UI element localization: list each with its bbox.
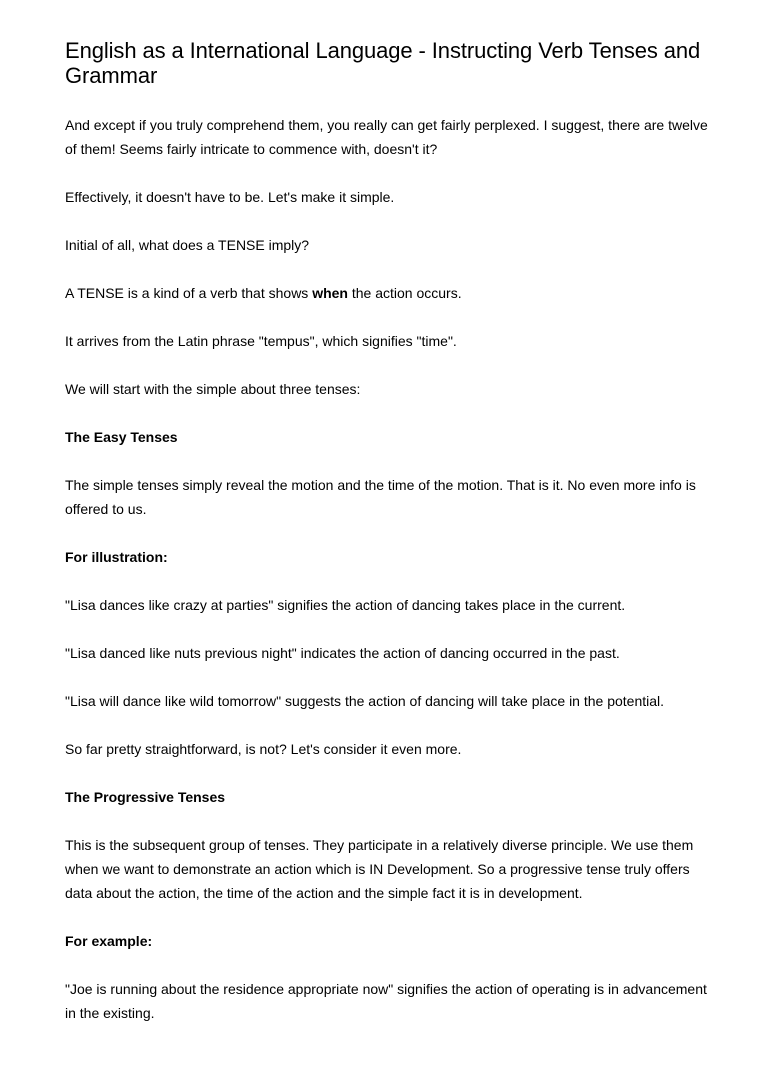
paragraph-so-far: So far pretty straightforward, is not? Let's consider it even more.	[65, 741, 462, 757]
paragraph-example-progressive: "Joe is running about the residence appropriate now" signifies the action of operating is in advancement in the existing.	[65, 981, 707, 1021]
paragraph-simple: Effectively, it doesn't have to be. Let's make it simple.	[65, 189, 395, 205]
tense-definition-text-end: the action occurs.	[347, 285, 462, 301]
paragraph-tense-definition	[65, 281, 715, 305]
tense-definition-text: A TENSE is a kind of a verb that shows	[65, 285, 313, 301]
paragraph-latin-origin: It arrives from the Latin phrase "tempus", which signifies "time".	[65, 333, 457, 349]
paragraph-progressive: This is the subsequent group of tenses. They participate in a relatively diverse principle. We use them when we want to demonstrate an action which is IN Development. So a progressive tense truly offers data about the action, the time of the action and the simple fact it is in development.	[65, 837, 694, 901]
heading-for-example: For example:	[65, 933, 153, 949]
tense-definition-emphasis: when	[312, 285, 348, 301]
document-title: English as a International Language - Instructing Verb Tenses and Grammar	[65, 38, 701, 88]
heading-easy-tenses: The Easy Tenses	[65, 429, 178, 445]
paragraph-example-past: "Lisa danced like nuts previous night" indicates the action of dancing occurred in the past.	[65, 645, 620, 661]
paragraph-start: We will start with the simple about three tenses:	[65, 381, 361, 397]
paragraph-intro: And except if you truly comprehend them, you really can get fairly perplexed. I suggest, there are twelve of them! Seems fairly intricate to commence with, doesn't it?	[65, 117, 708, 157]
document-page	[65, 38, 715, 1049]
paragraph-question: Initial of all, what does a TENSE imply?	[65, 237, 310, 253]
paragraph-simple-tenses: The simple tenses simply reveal the motion and the time of the motion. That is it. No even more info is offered to us.	[65, 477, 696, 517]
paragraph-example-future: "Lisa will dance like wild tomorrow" suggests the action of dancing will take place in the potential.	[65, 693, 665, 709]
heading-for-illustration: For illustration:	[65, 549, 168, 565]
heading-progressive-tenses: The Progressive Tenses	[65, 789, 226, 805]
paragraph-example-present: "Lisa dances like crazy at parties" signifies the action of dancing takes place in the current.	[65, 597, 626, 613]
